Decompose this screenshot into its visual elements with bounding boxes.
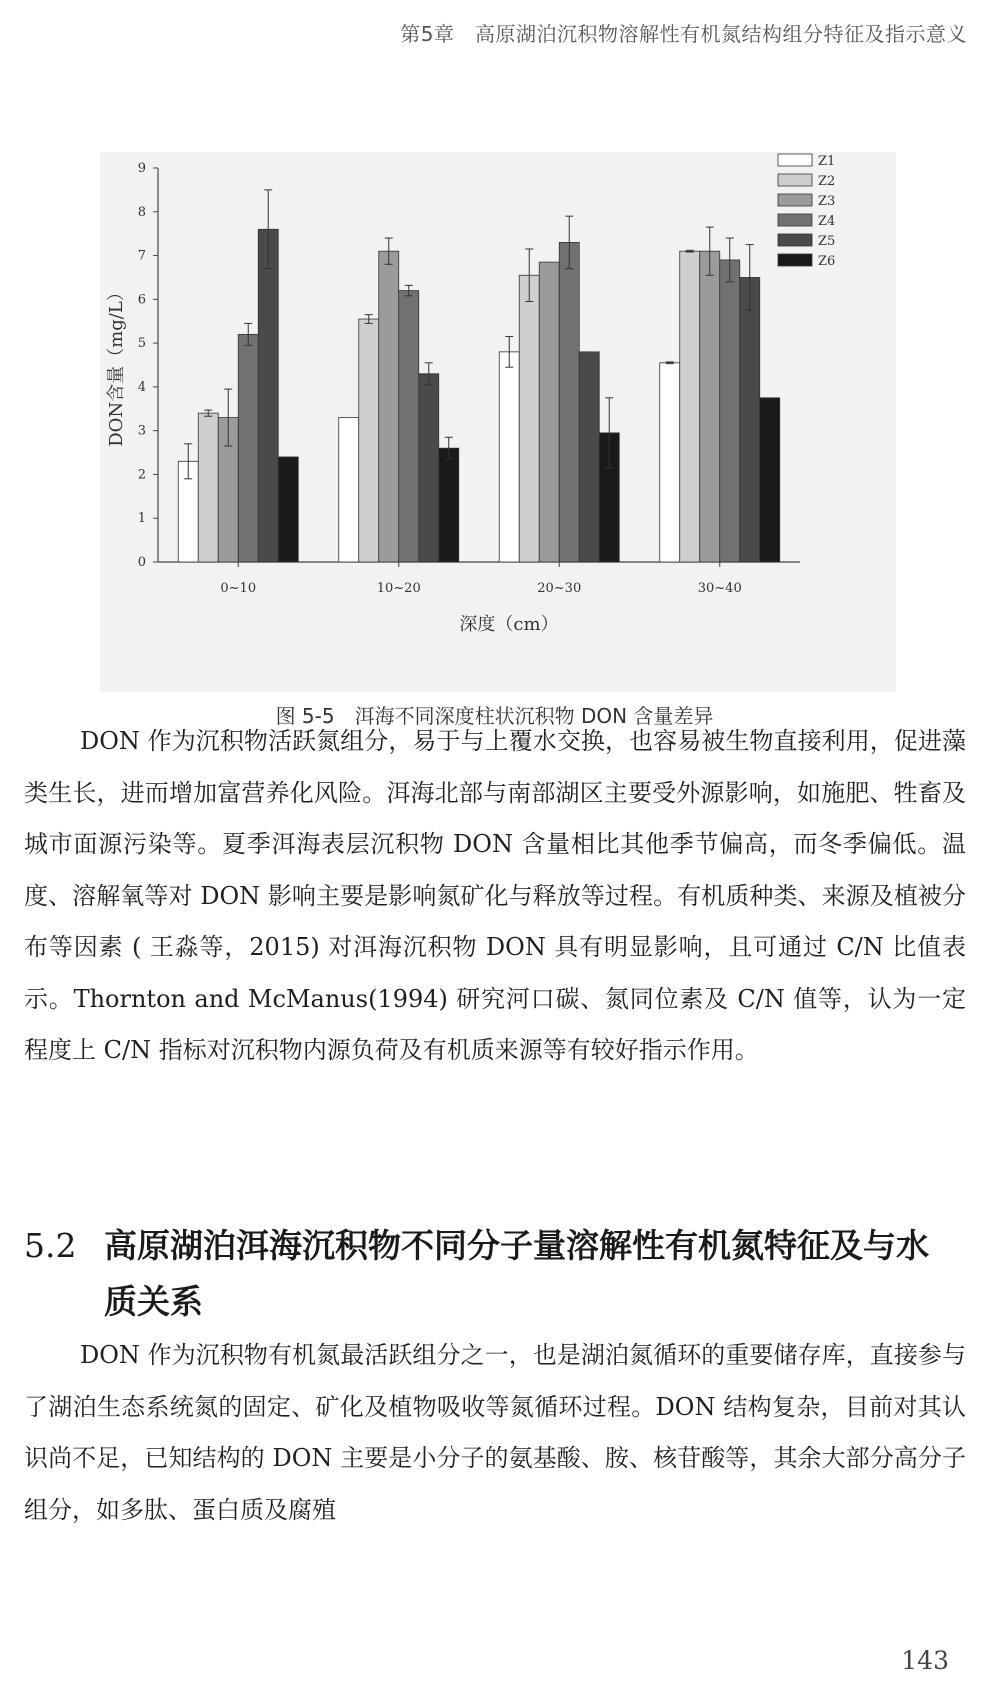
bar — [379, 251, 399, 562]
y-tick-label: 3 — [137, 423, 146, 439]
page-number: 143 — [901, 1646, 949, 1675]
body-paragraph-2 — [24, 1330, 966, 1536]
bar — [258, 229, 278, 562]
bar — [760, 398, 780, 562]
y-tick-label: 1 — [137, 511, 146, 527]
x-tick-label: 0~10 — [220, 581, 257, 596]
bar — [359, 319, 379, 562]
running-header: 第5章 高原湖泊沉积物溶解性有机氮结构组分特征及指示意义 — [400, 22, 967, 46]
x-tick-label: 10~20 — [376, 581, 421, 596]
y-axis-label: DON含量（mg/L） — [106, 283, 127, 447]
section-number: 5.2 — [24, 1226, 77, 1265]
y-tick-label: 8 — [137, 204, 146, 220]
bar — [680, 251, 700, 562]
x-axis-label: 深度（cm） — [459, 614, 559, 635]
legend-swatch — [778, 154, 812, 166]
x-tick-label: 30~40 — [697, 581, 742, 596]
y-tick-label: 7 — [137, 248, 146, 264]
y-tick-label: 4 — [137, 379, 146, 395]
bar — [539, 262, 559, 562]
x-tick-label: 20~30 — [537, 581, 582, 596]
legend-swatch — [778, 174, 812, 186]
bar — [740, 277, 760, 562]
legend-swatch — [778, 234, 812, 246]
bar-chart — [100, 152, 896, 692]
bar — [700, 251, 720, 562]
legend-label: Z5 — [818, 234, 836, 249]
legend-label: Z2 — [818, 174, 836, 189]
paragraph-text: DON 作为沉积物有机氮最活跃组分之一，也是湖泊氮循环的重要储存库，直接参与了湖泊生态系统氮的固定、矿化及植物吸收等氮循环过程。DON 结构复杂，目前对其认识尚不足，已知结构的 DON 主要是小分子的氨基酸、胺、核苷酸等，其余大部分高分子组分，如多肽、蛋白质及腐殖 — [24, 1341, 966, 1524]
bar — [519, 275, 539, 562]
bar — [419, 374, 439, 562]
legend-swatch — [778, 194, 812, 206]
bar — [198, 413, 218, 562]
y-tick-label: 6 — [137, 292, 146, 308]
bar — [720, 260, 740, 562]
legend-swatch — [778, 254, 812, 266]
section-heading — [24, 1218, 966, 1330]
bar — [499, 352, 519, 562]
paragraph-text: DON 作为沉积物活跃氮组分，易于与上覆水交换，也容易被生物直接利用，促进藻类生长，进而增加富营养化风险。洱海北部与南部湖区主要受外源影响，如施肥、牲畜及城市面源污染等。夏季洱海表层沉积物 DON 含量相比其他季节偏高，而冬季偏低。温度、溶解氧等对 DON 影响主要是影响氮矿化与释放等过程。有机质种类、来源及植被分布等因素 ( 王淼等，2015) 对洱海沉积物 DON 具有明显影响，且可通过 C/N 比值表示。Thornton and McManus(1994) 研究河口碳、氮同位素及 C/N 值等，认为一定程度上 C/N 指标对沉积物内源负荷及有机质来源等有较好指示作用。 — [24, 727, 966, 1064]
bar — [559, 242, 579, 562]
legend-label: Z4 — [818, 214, 836, 229]
legend-swatch — [778, 214, 812, 226]
bar — [399, 291, 419, 562]
legend-label: Z3 — [818, 194, 836, 209]
figure-caption: 图 5-5 洱海不同深度柱状沉积物 DON 含量差异 — [275, 704, 714, 728]
y-tick-label: 0 — [137, 555, 146, 570]
bar — [579, 352, 599, 562]
section-title: 高原湖泊洱海沉积物不同分子量溶解性有机氮特征及与水质关系 — [104, 1226, 929, 1321]
legend-label: Z1 — [818, 154, 836, 169]
y-tick-label: 5 — [137, 336, 146, 352]
bar — [238, 334, 258, 562]
bar — [278, 457, 298, 562]
y-tick-label: 9 — [137, 161, 146, 176]
legend-label: Z6 — [818, 254, 836, 269]
y-tick-label: 2 — [137, 467, 146, 483]
bar — [439, 448, 459, 562]
figure — [100, 152, 896, 692]
body-paragraph-1 — [24, 716, 966, 1077]
bar — [339, 418, 359, 562]
bar — [660, 363, 680, 562]
